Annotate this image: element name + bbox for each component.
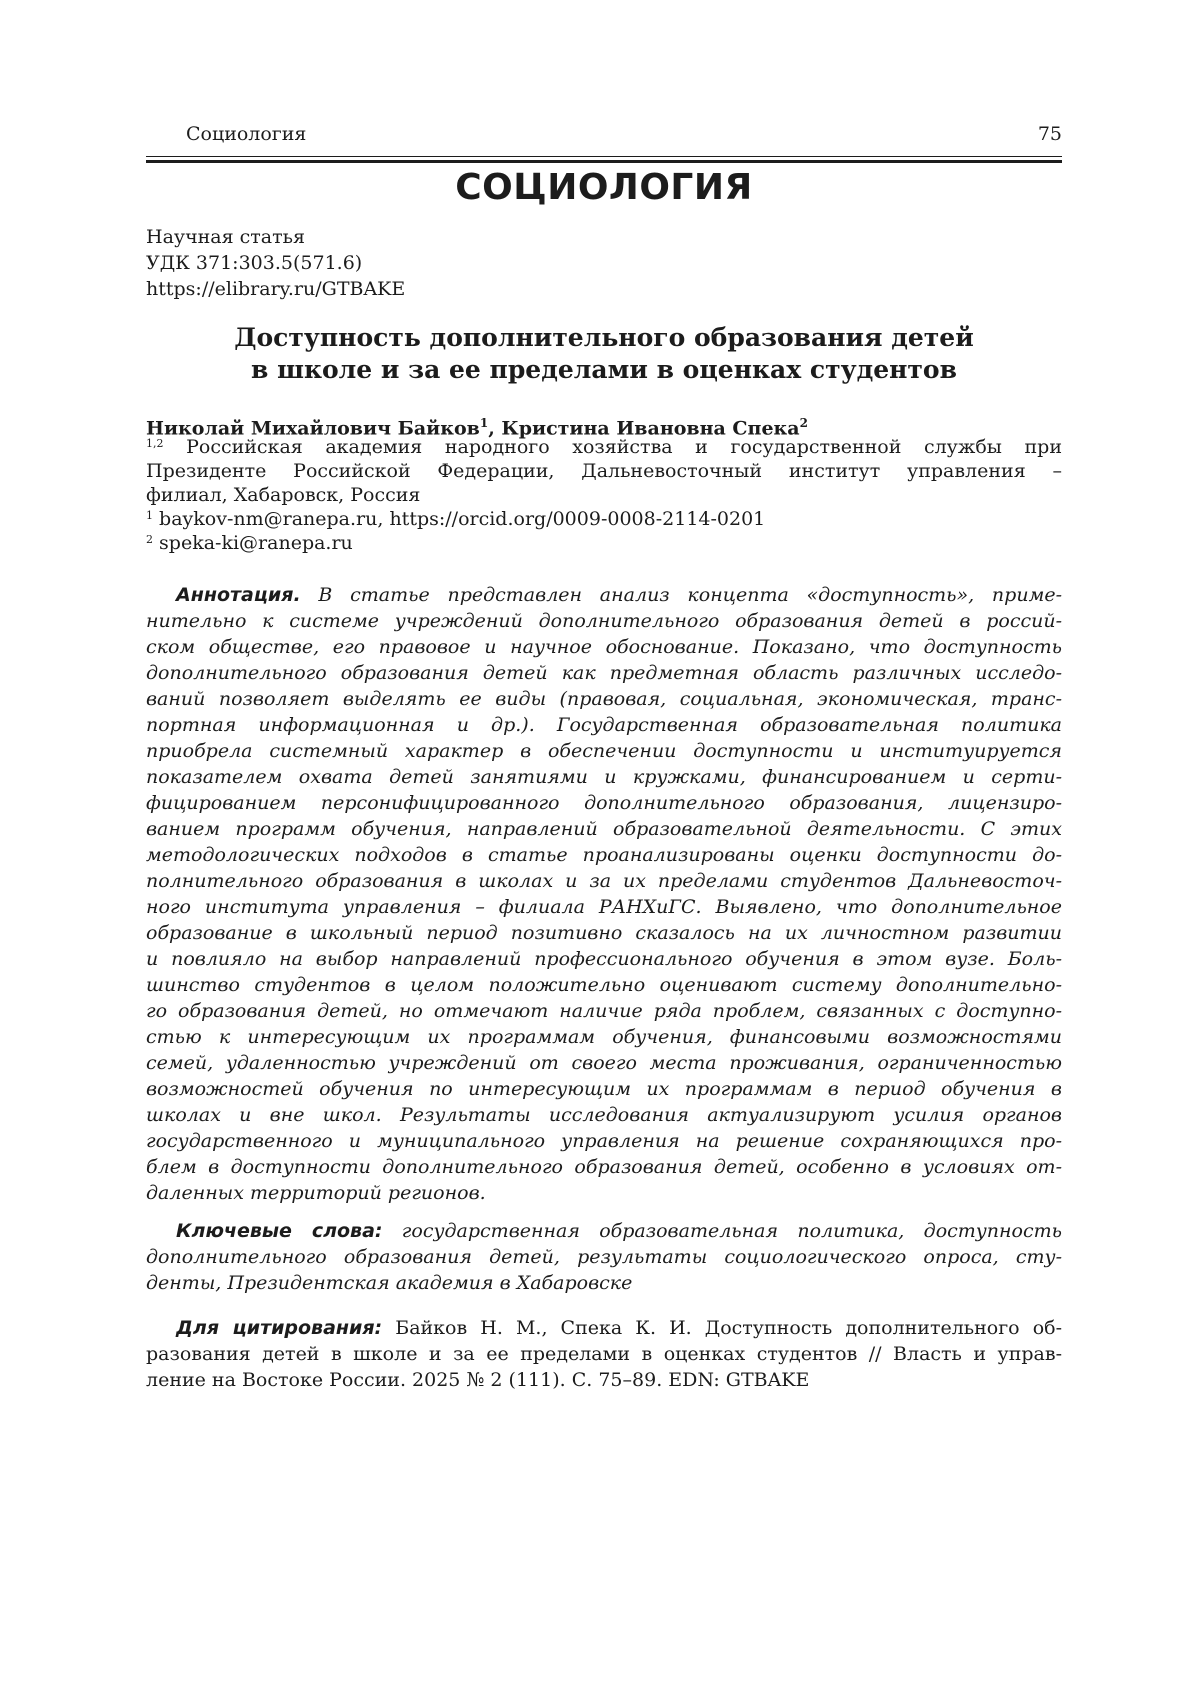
abstract-text: государственного и муниципального управления на решение сохраняющихся про- bbox=[146, 1130, 1062, 1152]
abstract-text: блем в доступности дополнительного образования детей, особенно в условиях от- bbox=[146, 1156, 1062, 1178]
citation bbox=[146, 1315, 1062, 1393]
citation-label: Для цитирования: bbox=[176, 1317, 383, 1339]
abstract-text: ском обществе, его правовое и научное обоснование. Показано, что доступность bbox=[146, 636, 1062, 658]
abstract-line bbox=[146, 1154, 1062, 1180]
abstract-line bbox=[146, 868, 1062, 894]
abstract-text: ванием программ обучения, направлений образовательной деятельности. С этих bbox=[146, 818, 1062, 840]
page-number: 75 bbox=[1037, 123, 1062, 145]
abstract-text: ного института управления – филиала РАНХиГС. Выявлено, что дополнительное bbox=[146, 896, 1062, 918]
citation-text: ление на Востоке России. 2025 № 2 (111). С. 75–89. EDN: GTBAKE bbox=[146, 1369, 810, 1391]
abstract-line bbox=[146, 998, 1062, 1024]
abstract-line bbox=[146, 842, 1062, 868]
header-rule-thick bbox=[146, 160, 1062, 163]
affiliation bbox=[146, 435, 1062, 507]
abstract-text: приобрела системный характер в обеспечении доступности и институируется bbox=[146, 740, 1062, 762]
citation-line bbox=[146, 1315, 1062, 1341]
keywords-line bbox=[146, 1270, 1062, 1296]
abstract-text: го образования детей, но отмечают наличие ряда проблем, связанных с доступно- bbox=[146, 1000, 1062, 1022]
email-marker: 2 bbox=[146, 533, 153, 546]
header-rule-thin bbox=[146, 156, 1062, 157]
keywords-text: государственная образовательная политика, доступность bbox=[382, 1220, 1062, 1242]
article-title bbox=[146, 322, 1062, 386]
abstract-text: школах и вне школ. Результаты исследования актуализируют усилия органов bbox=[146, 1104, 1062, 1126]
affiliation-line: Президенте Российской Федерации, Дальневосточный институт управления – bbox=[146, 460, 1062, 482]
affiliation-line: филиал, Хабаровск, Россия bbox=[146, 484, 421, 506]
author-affil-marker: 1 bbox=[479, 416, 489, 430]
email-text[interactable]: speka-ki@ranepa.ru bbox=[153, 532, 353, 554]
article-type: Научная статья bbox=[146, 226, 305, 248]
abstract-text: стью к интересующим их программам обучения, финансовыми возможностями bbox=[146, 1026, 1062, 1048]
abstract-text: В статье представлен анализ концепта «доступность», приме- bbox=[300, 584, 1062, 606]
keywords-text: дополнительного образования детей, результаты социологического опроса, сту- bbox=[146, 1246, 1062, 1268]
abstract-text: показателем охвата детей занятиями и кружками, финансированием и серти- bbox=[146, 766, 1062, 788]
abstract-line bbox=[146, 686, 1062, 712]
abstract-line bbox=[146, 582, 1062, 608]
abstract-line bbox=[146, 1128, 1062, 1154]
author-affil-marker: 2 bbox=[799, 416, 808, 430]
abstract-line bbox=[146, 634, 1062, 660]
abstract-line bbox=[146, 1102, 1062, 1128]
author-separator: , bbox=[488, 417, 502, 440]
article-title-line: Доступность дополнительного образования детей bbox=[234, 323, 974, 352]
abstract-line bbox=[146, 790, 1062, 816]
abstract-line bbox=[146, 660, 1062, 686]
abstract-line bbox=[146, 1024, 1062, 1050]
running-head-section: Социология bbox=[186, 123, 307, 145]
keywords bbox=[146, 1218, 1062, 1296]
abstract-text: фицированием персонифицированного дополнительного образования, лицензиро- bbox=[146, 792, 1062, 814]
abstract-label: Аннотация. bbox=[176, 584, 301, 606]
abstract-text: методологических подходов в статье проанализированы оценки доступности до- bbox=[146, 844, 1062, 866]
abstract-line bbox=[146, 1180, 1062, 1206]
abstract-text: шинство студентов в целом положительно оценивают систему дополнительно- bbox=[146, 974, 1062, 996]
abstract-text: и повлияло на выбор направлений профессионального обучения в этом вузе. Боль- bbox=[146, 948, 1062, 970]
abstract-text: даленных территорий регионов. bbox=[146, 1182, 486, 1204]
abstract-line bbox=[146, 920, 1062, 946]
abstract-text: портная информационная и др.). Государственная образовательная политика bbox=[146, 714, 1062, 736]
article-title-line: в школе и за ее пределами в оценках студентов bbox=[251, 355, 957, 384]
abstract-line bbox=[146, 764, 1062, 790]
udk-code: УДК 371:303.5(571.6) bbox=[146, 252, 363, 274]
email-marker: 1 bbox=[146, 509, 153, 522]
keywords-line bbox=[146, 1244, 1062, 1270]
citation-line bbox=[146, 1341, 1062, 1367]
author-name: Кристина Ивановна Спека bbox=[501, 417, 800, 440]
email-line bbox=[146, 507, 765, 531]
abstract-line bbox=[146, 1050, 1062, 1076]
abstract-text: семей, удаленностью учреждений от своего места проживания, ограниченностью bbox=[146, 1052, 1062, 1074]
abstract-text: образование в школьный период позитивно сказалось на их личностном развитии bbox=[146, 922, 1062, 944]
abstract-line bbox=[146, 816, 1062, 842]
email-line bbox=[146, 531, 765, 555]
abstract-text: дополнительного образования детей как предметная область различных исследо- bbox=[146, 662, 1062, 684]
section-title: СОЦИОЛОГИЯ bbox=[455, 167, 753, 208]
abstract-text: полнительного образования в школах и за их пределами студентов Дальневосточ- bbox=[146, 870, 1062, 892]
author-emails bbox=[146, 507, 765, 555]
affiliation-marker: 1,2 bbox=[146, 437, 164, 450]
keywords-line bbox=[146, 1218, 1062, 1244]
author-name: Николай Михайлович Байков bbox=[146, 417, 480, 440]
keywords-text: денты, Президентская академия в Хабаровске bbox=[146, 1272, 633, 1294]
abstract-text: нительно к системе учреждений дополнительного образования детей в россий- bbox=[146, 610, 1062, 632]
citation-text: Байков Н. М., Спека К. И. Доступность дополнительного об- bbox=[382, 1317, 1062, 1339]
abstract-line bbox=[146, 608, 1062, 634]
abstract-line bbox=[146, 972, 1062, 998]
abstract bbox=[146, 582, 1062, 1206]
affiliation-line: $^{1,2}$ Российская академия народного хозяйства и государственной службы при bbox=[146, 436, 1062, 458]
citation-text: разования детей в школе и за ее пределами в оценках студентов // Власть и управ- bbox=[146, 1343, 1062, 1365]
abstract-text: возможностей обучения по интересующим их программам в период обучения в bbox=[146, 1078, 1062, 1100]
abstract-line bbox=[146, 946, 1062, 972]
article-meta bbox=[146, 224, 405, 302]
abstract-line bbox=[146, 738, 1062, 764]
elibrary-link[interactable]: https://elibrary.ru/GTBAKE bbox=[146, 278, 406, 300]
abstract-line bbox=[146, 1076, 1062, 1102]
abstract-line bbox=[146, 894, 1062, 920]
keywords-label: Ключевые слова: bbox=[176, 1220, 383, 1242]
abstract-text: ваний позволяет выделять ее виды (правовая, социальная, экономическая, транс- bbox=[146, 688, 1062, 710]
abstract-line bbox=[146, 712, 1062, 738]
citation-line bbox=[146, 1367, 1062, 1393]
email-text[interactable]: baykov-nm@ranepa.ru, https://orcid.org/0009-0008-2114-0201 bbox=[153, 508, 766, 530]
